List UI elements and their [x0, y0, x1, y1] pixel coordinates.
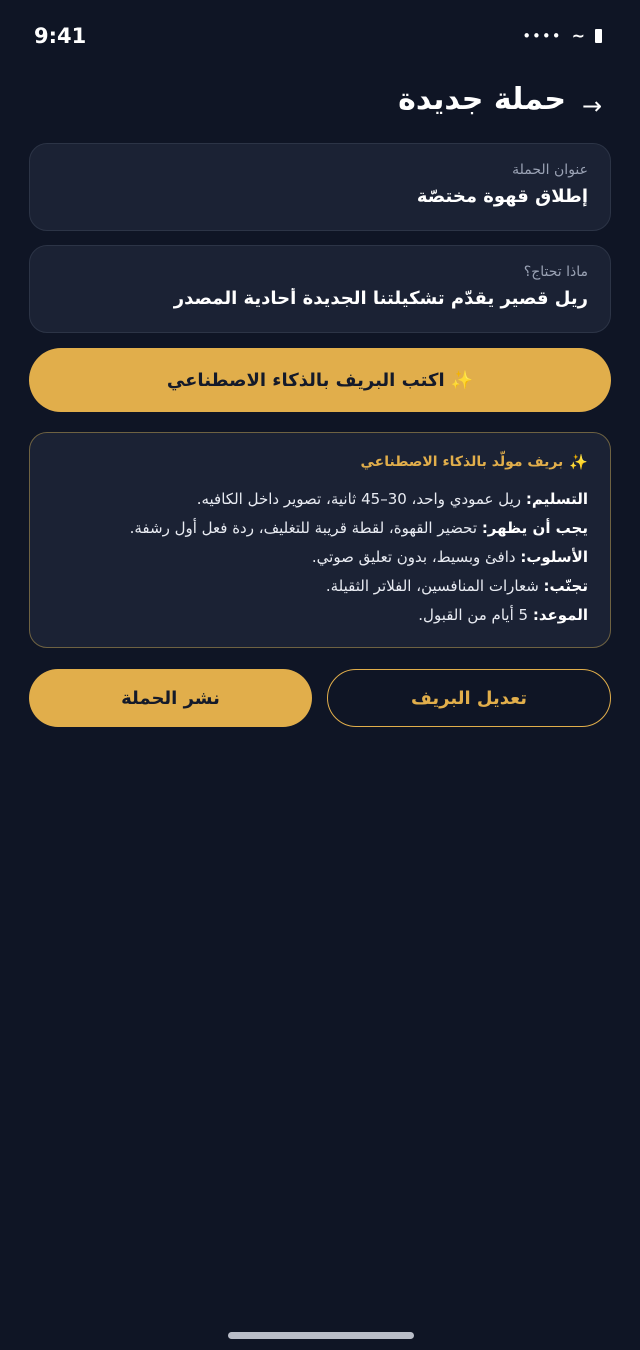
brief-text: شعارات المنافسين، الفلاتر الثقيلة.	[325, 577, 544, 595]
status-bar	[0, 0, 640, 76]
generated-brief-card	[29, 432, 611, 648]
ai-write-brief-button[interactable]	[29, 348, 611, 412]
brief-line-delivery	[52, 485, 588, 514]
header	[0, 80, 640, 128]
need-field[interactable]	[29, 245, 611, 333]
campaign-title-field[interactable]	[29, 143, 611, 231]
brief-line-must-show	[52, 514, 588, 543]
need-input[interactable]	[52, 288, 588, 309]
campaign-title-input[interactable]	[52, 186, 588, 207]
signal-icon: ••••	[522, 26, 562, 45]
campaign-title-label: عنوان الحملة	[512, 162, 588, 178]
brief-line-deadline	[52, 601, 588, 630]
brief-key: الموعد:	[532, 606, 588, 624]
home-indicator	[228, 1332, 414, 1339]
need-label: ماذا تحتاج؟	[523, 264, 588, 280]
brief-text: دافئ وبسيط، بدون تعليق صوتي.	[311, 548, 521, 566]
brief-heading-text: بريف مولّد بالذكاء الاصطناعي	[360, 454, 564, 470]
wifi-icon: ~	[571, 26, 585, 45]
brief-line-avoid	[52, 572, 588, 601]
brief-text: 5 أيام من القبول.	[418, 606, 533, 624]
battery-icon	[595, 29, 602, 43]
status-time: 9:41	[34, 24, 87, 48]
ai-write-brief-label: اكتب البريف بالذكاء الاصطناعي	[166, 369, 445, 391]
brief-heading	[52, 453, 588, 471]
brief-key: التسليم:	[525, 490, 588, 508]
page-title: حملة جديدة	[398, 82, 566, 117]
brief-text: ريل عمودي واحد، 30–45 ثانية، تصوير داخل الكافيه.	[196, 490, 526, 508]
brief-line-style	[52, 543, 588, 572]
sparkle-icon: ✨	[450, 369, 474, 391]
brief-key: تجنّب:	[543, 577, 588, 595]
publish-campaign-button[interactable]: نشر الحملة	[29, 669, 312, 727]
status-icons	[522, 26, 602, 45]
edit-brief-button[interactable]: تعديل البريف	[327, 669, 611, 727]
back-arrow-icon[interactable]: →	[572, 88, 612, 124]
brief-key: يجب أن يظهر:	[481, 519, 588, 537]
brief-key: الأسلوب:	[520, 548, 588, 566]
brief-text: تحضير القهوة، لقطة قريبة للتغليف، ردة فعل أول رشفة.	[129, 519, 482, 537]
sparkle-icon: ✨	[569, 453, 588, 471]
